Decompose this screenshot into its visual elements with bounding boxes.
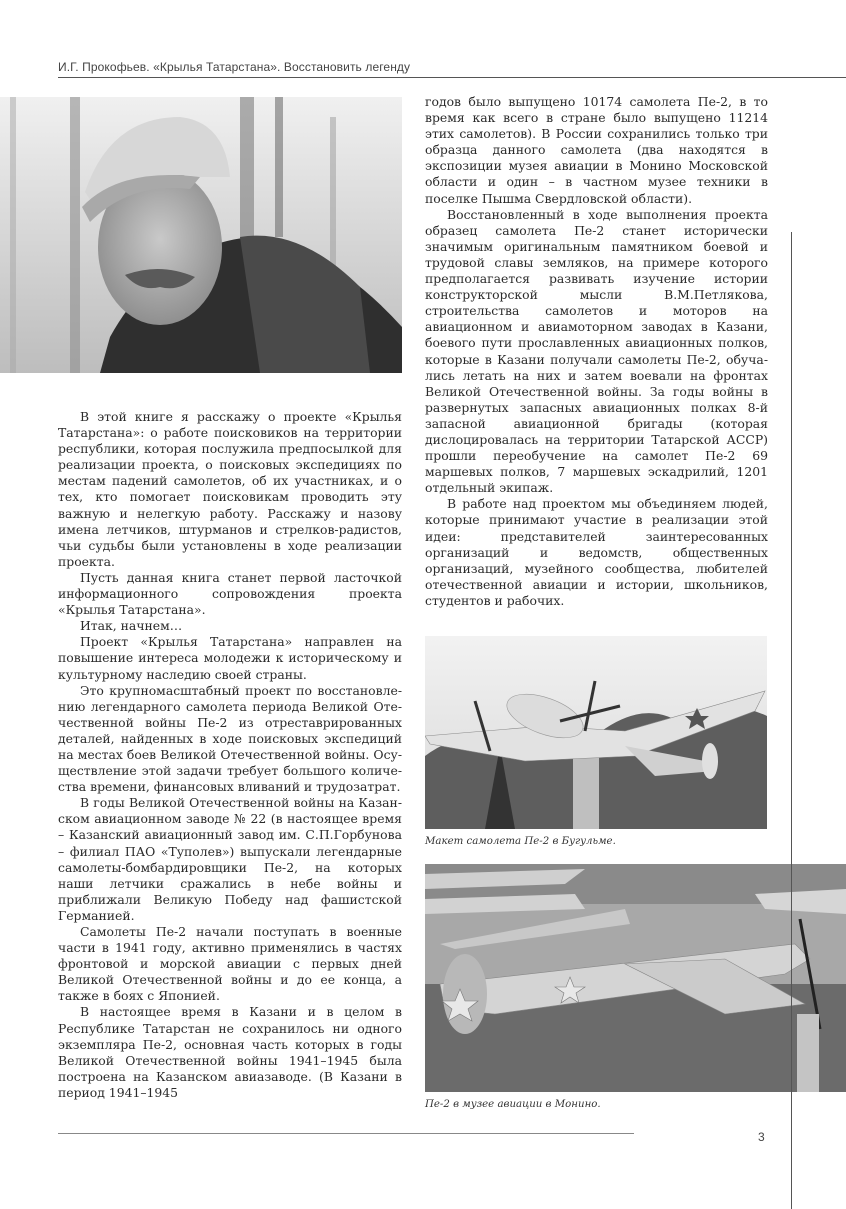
author-portrait-photo [0,97,402,373]
footer-rule [58,1133,634,1134]
running-title: И.Г. Прокофьев. «Крылья Татарстана». Восстановить легенду [58,60,411,74]
paragraph: Проект «Крылья Татарстана» направлен на повышение интереса молодежи к историческому и культурному наследию своей страны. [58,634,402,682]
left-text-column [58,409,402,1101]
paragraph: Восстановленный в ходе выполнения проекта образец самолета Пе-2 станет исторически значимым оригинальным памятником боевой и трудовой славы земляков, на примере которого предполагается развивать изучение истории конструкторской мысли В.М.Петлякова, строительства самолетов и моторов на авиационном и авиамоторном заводах в Казани, боевого пути прославленных авиационных полков, которые в Казани получали самолеты Пе-2, обучались летать на них и затем воевали на фронтах Великой Отечественной войны. За годы войны в развернутых запасных авиационных полках 8-й запасной авиационной бригады (которая дислоцировалась на территории Татарской АССР) прошли переобучение на самолет Пе-2 69 маршевых полков, 7 маршевых эскадрилий, 1201 отдельный экипаж. [425,206,768,496]
paragraph: В настоящее время в Казани и в целом в Республике Татарстан не сохранилось ни одного экземпляра Пе-2, основная часть которых в годы Великой Отечественной войны 1941–1945 была построена на Казанском авиазаводе. (В Казани в период 1941–1945 [58,1004,402,1100]
paragraph: Это крупномасштабный проект по восстановлению легендарного самолета периода Великой Отечественной войны Пе-2 из отреставрированных деталей, найденных в ходе поисковых экспедиций на местах боев Великой Отечественной войны. Осуществление этой задачи требует большого количества времени, финансовых вливаний и трудозатрат. [58,682,402,795]
paragraph: Пусть данная книга станет первой ласточкой информационного сопровождения проекта «Крылья Татарстана». [58,569,402,618]
paragraph: В годы Великой Отечественной войны на Казанском авиационном заводе № 22 (в настоящее время – Казанский авиационный завод им. С.П.Горбунова – филиал ПАО «Туполев») выпускали легендарные самолеты-бомбардировщики Пе-2, на которых наши летчики сражались в небе войны и приближали Великую Победу над фашистской Германией. [58,795,402,923]
page-number: 3 [758,1130,765,1144]
paragraph: В этой книге я расскажу о проекте «Крылья Татарстана»: о работе поисковиков на территории республики, которая послужила предпосылкой для реализации проекта, о поисковых экспедициях по местам падений самолетов, об их участниках, и о тех, кто помогает поисковикам проводить эту важную и нелегкую работу. Расскажу и назову имена летчиков, штурманов и стрелков-радистов, чьи судьбы были установлены в ходе реализации проекта. [58,409,402,569]
photo-caption: Макет самолета Пе-2 в Бугульме. [425,836,616,847]
header-rule [58,77,846,78]
pe2-monino-photo [425,864,846,1092]
portrait-image [0,97,402,373]
photo-caption: Пе-2 в музее авиации в Монино. [425,1099,601,1110]
pe2-bugulma-photo [425,636,767,829]
right-text-column [425,94,768,609]
paragraph-continuation: годов было выпущено 10174 самолета Пе-2, в то время как всего в стране было выпущено 11214 этих самолетов). В России сохранились только три образца данного самолета (два находятся в экспозиции музея авиации в Монино Московской области и один – в частном музее техники в поселке Пышма Свердловской области). [425,94,768,206]
paragraph: В работе над проектом мы объединяем людей, которые принимают участие в реализации этой идеи: представителей заинтересованных организаций и ведомств, общественных организаций, музейного сообщества, любителей отечественной авиации и истории, школьников, студентов и рабочих. [425,496,768,608]
paragraph: Самолеты Пе-2 начали поступать в военные части в 1941 году, активно применялись в частях фронтовой и морской авиации с первых дней Великой Отечественной войны и до ее конца, а также в боях с Японией. [58,924,402,1004]
plane2-image [425,864,846,1092]
vertical-rule [791,232,792,1209]
paragraph: Итак, начнем… [80,618,183,634]
plane1-image [425,636,767,829]
